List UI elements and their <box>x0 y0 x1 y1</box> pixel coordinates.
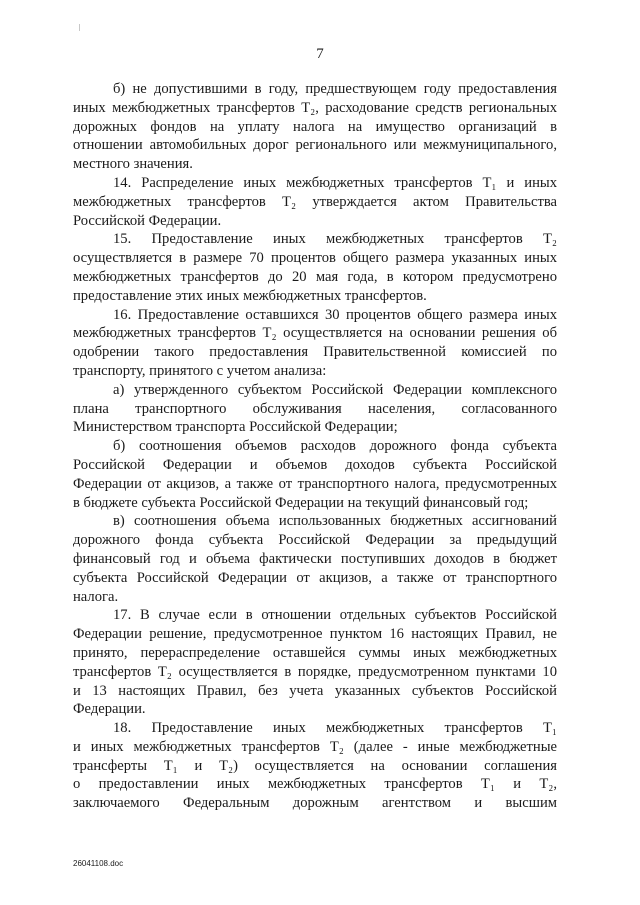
text-line: дорожного фонда субъекта Российской Федерации за предыдущий <box>73 532 557 549</box>
text-line: плана транспортного обслуживания населения, согласованного <box>73 400 557 417</box>
text-line: одобрении такого предоставления Правительственной комиссией по <box>73 344 557 361</box>
text-line: б) соотношения объемов расходов дорожного фонда субъекта <box>113 438 557 455</box>
text-line: субъекта Российской Федерации от акцизов, а также от транспортного <box>73 569 557 586</box>
text-line: межбюджетных трансфертов Т₂ утверждается актом Правительства <box>73 193 557 210</box>
text-line: Российской Федерации. <box>73 212 222 229</box>
text-line: в) соотношения объема использованных бюджетных ассигнований <box>113 513 557 530</box>
page-number: 7 <box>316 46 324 62</box>
text-line: и иных межбюджетных трансфертов Т₂ (далее - иные межбюджетные <box>73 738 557 755</box>
text-line: местного значения. <box>73 156 193 173</box>
text-line: предоставление этих иных межбюджетных трансфертов. <box>73 287 427 304</box>
text-line: 14. Распределение иных межбюджетных трансфертов Т₁ и иных <box>113 174 557 191</box>
text-line: финансовый год и объема фактически поступивших доходов в бюджет <box>73 550 557 567</box>
body-text <box>73 80 557 813</box>
text-line: Федерации решение, предусмотренное пунктом 16 настоящих Правил, не <box>73 626 557 643</box>
text-line: налога. <box>73 588 119 605</box>
text-line: б) не допустившими в году, предшествующем году предоставления <box>113 81 557 97</box>
text-line: осуществляется в размере 70 процентов общего размера указанных иных <box>73 250 557 267</box>
text-line: принято, перераспределение оставшейся суммы иных межбюджетных <box>73 644 557 661</box>
file-name-footer: 26041108.doc <box>73 859 124 868</box>
scan-mark <box>79 24 80 31</box>
text-line: 15. Предоставление иных межбюджетных трансфертов Т₂ <box>113 231 557 248</box>
text-line: а) утвержденного субъектом Российской Федерации комплексного <box>113 381 557 398</box>
text-line: Министерством транспорта Российской Федерации; <box>73 419 398 436</box>
text-line: 17. В случае если в отношении отдельных субъектов Российской <box>113 607 557 624</box>
text-line: Российской Федерации и объемов доходов субъекта Российской <box>73 456 557 473</box>
text-line: 18. Предоставление иных межбюджетных трансфертов Т₁ <box>113 720 557 737</box>
text-line: отношении автомобильных дорог регионального или межмуниципального, <box>73 137 557 154</box>
text-line: 16. Предоставление оставшихся 30 процентов общего размера иных <box>113 306 557 323</box>
text-line: в бюджете субъекта Российской Федерации на текущий финансовый год; <box>73 494 529 511</box>
text-line: межбюджетных трансфертов до 20 мая года, в котором предусмотрено <box>73 268 557 285</box>
text-line: дорожных фондов на уплату налога на имущество организаций в <box>73 118 557 135</box>
text-line: и 13 настоящих Правил, без учета указанных субъектов Российской <box>73 682 557 699</box>
text-line: трансферты Т₁ и Т₂) осуществляется на основании соглашения <box>73 757 557 774</box>
text-line: Федерации. <box>73 701 146 718</box>
text-line: трансфертов Т₂ осуществляется в порядке, предусмотренном пунктами 10 <box>73 663 557 680</box>
text-line: транспорту, принятого с учетом анализа: <box>73 362 327 379</box>
text-line: Федерации от акцизов, а также от транспортного налога, предусмотренных <box>73 475 557 492</box>
text-line: о предоставлении иных межбюджетных трансфертов Т₁ и Т₂, <box>73 776 557 793</box>
text-line: межбюджетных трансфертов Т₂ осуществляется на основании решения об <box>73 325 557 342</box>
text-line: иных межбюджетных трансфертов Т₂, расходование средств региональных <box>73 99 557 116</box>
text-line: заключаемого Федеральным дорожным агентством и высшим <box>73 795 557 812</box>
